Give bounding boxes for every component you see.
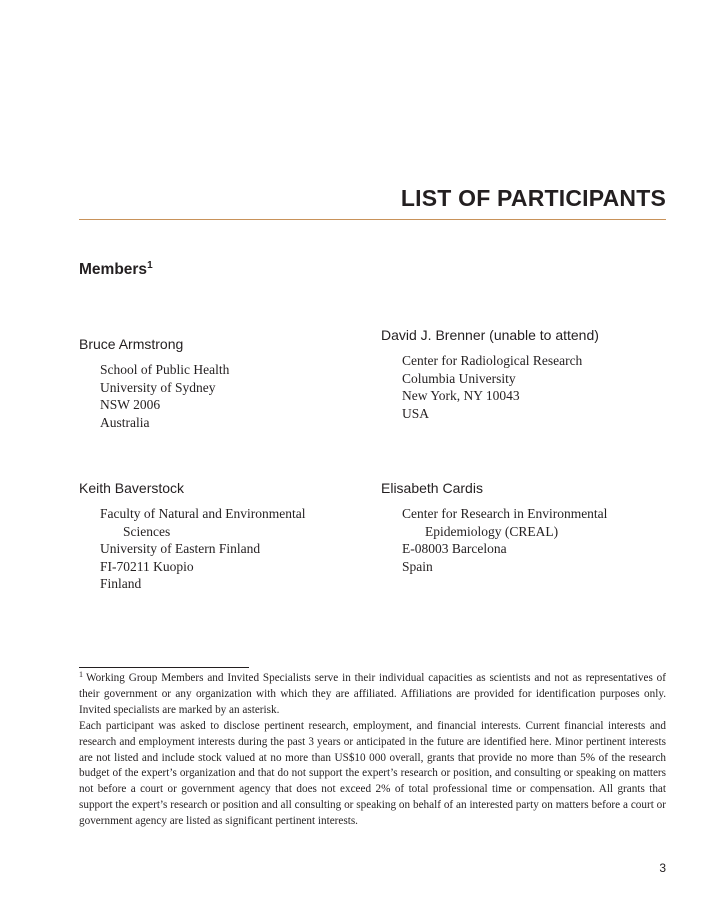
participant-affiliation (381, 505, 607, 575)
page-title: LIST OF PARTICIPANTS (400, 185, 666, 211)
footnote-divider (79, 667, 249, 668)
title-divider (79, 219, 666, 220)
affiliation-line: New York, NY 10043 (402, 388, 520, 403)
participant-david-brenner (381, 326, 599, 422)
footnote-block (79, 671, 666, 830)
participant-bruce-armstrong (79, 335, 229, 431)
affiliation-line: Center for Radiological Research (402, 353, 583, 368)
section-heading-label: Members (79, 261, 148, 278)
affiliation-line: Columbia University (402, 370, 516, 386)
affiliation-line: Faculty of Natural and Environmental (100, 506, 306, 521)
page-number: 3 (659, 861, 666, 875)
participant-elisabeth-cardis (381, 479, 607, 575)
participant-affiliation (79, 505, 305, 593)
footnote-text: Working Group Members and Invited Specialists serve in their individual capacities as scientists and not as representatives of their government or any organization with which they are affiliated. Affiliations are provided for identification purposes only. Invited specialists are marked by an asterisk. (79, 672, 666, 716)
footnote-paragraph: Each participant was asked to disclose pertinent research, employment, and financial interests. Current financial interests and research and employment interests during the past 3 years or anticipated in the future are identified here. Minor pertinent interests are not listed and include stock valued at no more than US$10 000 overall, grants that provide no more than 5% of the research budget of the expert’s organization and that do not support the expert’s research or position, and consulting or speaking on matters not before a court or government agency that does not exceed 2% of total professional time or compensation. All grants that support the expert’s research or position and all consulting or speaking on behalf of an interested party on matters before a court or government agency are listed as significant pertinent interests. (79, 719, 666, 828)
affiliation-line: Spain (402, 558, 433, 574)
affiliation-line: Sciences (123, 523, 171, 539)
participant-name: David J. Brenner (unable to attend) (381, 327, 599, 343)
affiliation-line: Australia (100, 414, 150, 430)
participant-affiliation (79, 361, 229, 431)
affiliation-line: Center for Research in Environmental (402, 506, 608, 521)
participant-affiliation (381, 352, 599, 422)
footnote-reference: 1 (147, 260, 153, 271)
affiliation-line: School of Public Health (100, 362, 230, 377)
affiliation-line: University of Sydney (100, 379, 216, 395)
affiliation-line: NSW 2006 (100, 397, 161, 412)
affiliation-line: E-08003 Barcelona (402, 541, 507, 556)
affiliation-line: University of Eastern Finland (100, 541, 261, 556)
affiliation-line: FI-70211 Kuopio (100, 558, 194, 574)
affiliation-line: USA (402, 405, 430, 421)
section-heading-members (79, 260, 153, 280)
affiliation-line: Finland (100, 576, 142, 591)
participant-keith-baverstock (79, 479, 305, 593)
participant-name: Elisabeth Cardis (381, 480, 483, 496)
participant-name: Keith Baverstock (79, 480, 185, 496)
footnote-marker: 1 (79, 670, 83, 679)
participant-name: Bruce Armstrong (79, 336, 184, 352)
affiliation-line: Epidemiology (CREAL) (425, 523, 559, 539)
footnote-paragraph (79, 671, 666, 719)
